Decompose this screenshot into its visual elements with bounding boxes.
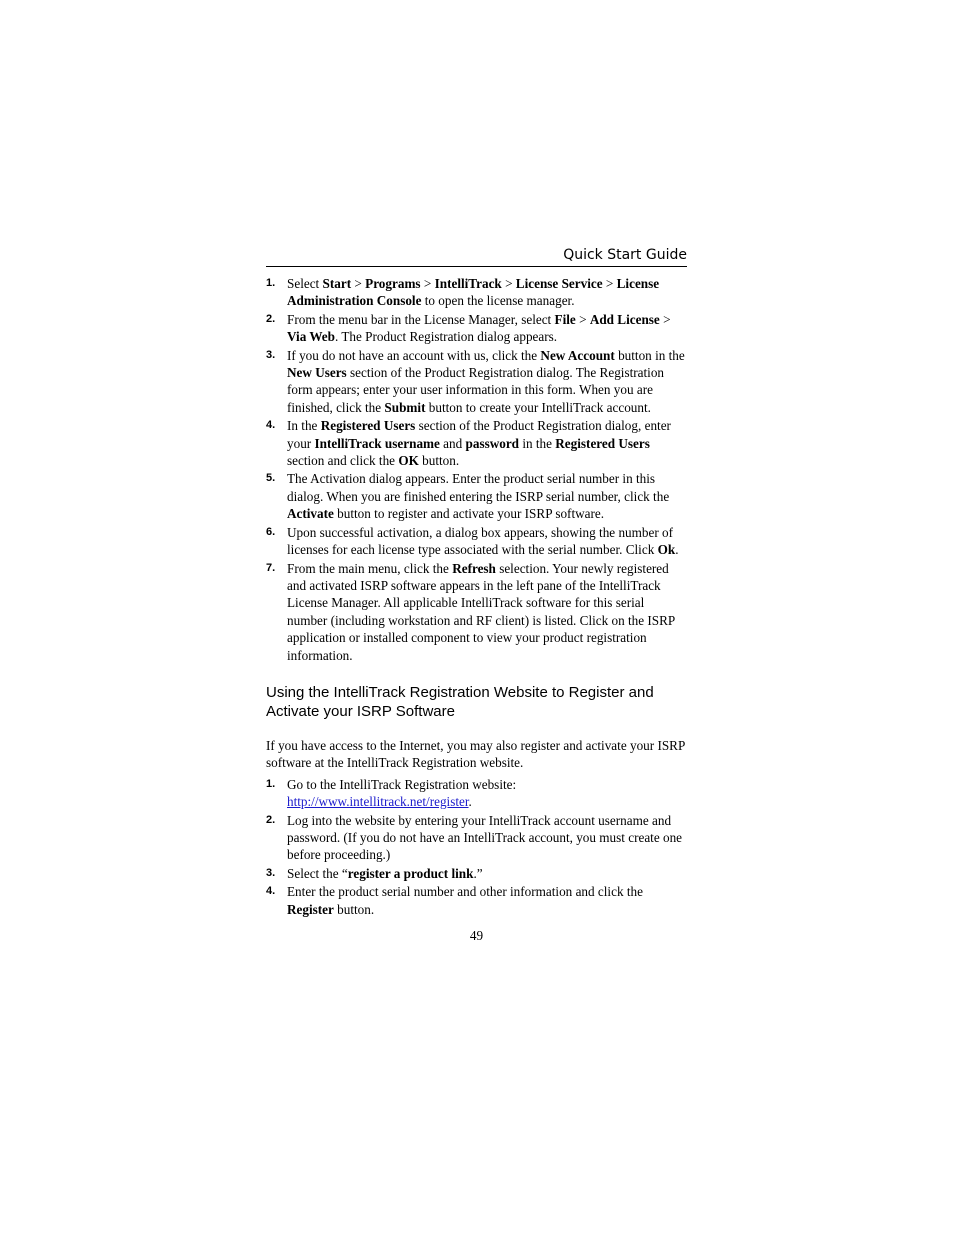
step-text: . [468, 794, 472, 810]
step-text: . [675, 542, 679, 558]
step-text: > [575, 311, 590, 327]
step-text: and [439, 435, 466, 451]
step-text: Upon successful activation, a dialog box appears, showing the number of licenses for each license type associated with the serial number. Click [287, 524, 674, 558]
bold-term: password [465, 435, 520, 451]
step-item [266, 347, 687, 417]
step-text: to open the license manager. [421, 293, 575, 309]
step-text: > [351, 276, 366, 291]
bold-term: Activate [287, 506, 334, 522]
step-text: The Activation dialog appears. Enter the product serial number in this dialog. When you are finished entering the ISRP serial number, click the [287, 471, 670, 504]
step-text: > [420, 276, 435, 291]
step-text: section and click the [287, 453, 399, 469]
step-text: From the menu bar in the License Manager, select [287, 311, 555, 327]
step-item [266, 275, 687, 310]
step-number: 7. [266, 561, 276, 574]
step-text: button in the [614, 347, 685, 363]
bold-term: New Account [540, 347, 615, 363]
step-number: 4. [266, 419, 276, 432]
step-text: Enter the product serial number and other information and click the [287, 884, 643, 900]
step-item [266, 470, 687, 522]
bold-term: Ok [657, 542, 676, 558]
step-text: Select [287, 276, 323, 291]
section-heading: Using the IntelliTrack Registration Website to Register and Activate your ISRP Software [266, 683, 654, 720]
step-number: 6. [266, 525, 276, 538]
step-text: .” [473, 865, 483, 881]
step-item [266, 311, 687, 346]
step-item [266, 417, 687, 469]
bold-term: Registered Users [555, 435, 650, 451]
step-text: Select the “ [287, 865, 348, 881]
registration-steps-list [266, 275, 687, 664]
step-number: 4. [266, 885, 276, 898]
step-item [266, 776, 687, 811]
bold-term: register a product link [347, 865, 474, 881]
document-page [266, 244, 687, 944]
step-text: in the [519, 435, 556, 451]
bold-term: Submit [384, 399, 426, 415]
step-text: . The Product Registration dialog appears. [335, 329, 558, 345]
step-text: In the [287, 418, 321, 434]
step-number: 3. [266, 348, 276, 361]
bold-term: License Service [515, 276, 603, 291]
bold-term: IntelliTrack username [314, 435, 440, 451]
registration-website-link[interactable]: http://www.intellitrack.net/register [287, 794, 469, 810]
step-text: button. [418, 453, 460, 469]
step-number: 5. [266, 472, 276, 485]
step-text: > [501, 276, 516, 291]
step-item [266, 865, 687, 882]
bold-term: IntelliTrack [434, 276, 502, 291]
step-text: selection. Your newly registered and activated ISRP software appears in the left pane of the IntelliTrack License Manager. All applicable IntelliTrack software for this serial number (including workstation and RF client) is listed. Click on the ISRP application or installed component to view your product registration information. [287, 560, 675, 663]
step-item [266, 883, 687, 918]
bold-term: Start [322, 276, 352, 291]
step-number: 1. [266, 777, 276, 790]
step-item [266, 524, 687, 559]
step-number: 2. [266, 813, 276, 826]
bold-term: Register [287, 901, 334, 917]
step-text: button to register and activate your ISRP software. [333, 506, 605, 522]
bold-term: Via Web [287, 329, 335, 345]
step-item [266, 812, 687, 864]
step-number: 1. [266, 277, 276, 289]
step-text: section of the Product Registration dialog, enter your [287, 418, 671, 451]
step-text: section of the Product Registration dialog. The Registration form appears; enter your user information in this form. When you are finished, click the [287, 365, 665, 415]
bold-term: OK [398, 453, 419, 469]
bold-term: License Administration Console [287, 276, 660, 309]
page-number: 49 [469, 928, 484, 943]
step-text: button to create your IntelliTrack account. [425, 399, 651, 415]
bold-term: File [554, 311, 576, 327]
step-item [266, 560, 687, 664]
bold-term: Programs [365, 276, 421, 291]
step-text: button. [333, 901, 375, 917]
step-text: If you do not have an account with us, click the [287, 347, 541, 363]
step-text: > [659, 311, 671, 327]
step-number: 3. [266, 866, 276, 879]
bold-term: Registered Users [320, 418, 416, 434]
step-text: From the main menu, click the [287, 560, 453, 576]
step-text: Log into the website by entering your IntelliTrack account username and password. (If you do not have an IntelliTrack account, you must create one before proceeding.) [287, 812, 683, 863]
bold-term: New Users [287, 365, 347, 381]
step-number: 2. [266, 312, 276, 325]
website-steps-list [266, 776, 687, 918]
section-intro-paragraph: If you have access to the Internet, you may also register and activate your ISRP software at the IntelliTrack Registration website. [266, 737, 685, 771]
running-header: Quick Start Guide [266, 244, 687, 267]
bold-term: Add License [589, 311, 660, 327]
step-text: > [602, 276, 617, 291]
step-text: Go to the IntelliTrack Registration website: [287, 776, 517, 792]
bold-term: Refresh [452, 560, 496, 576]
